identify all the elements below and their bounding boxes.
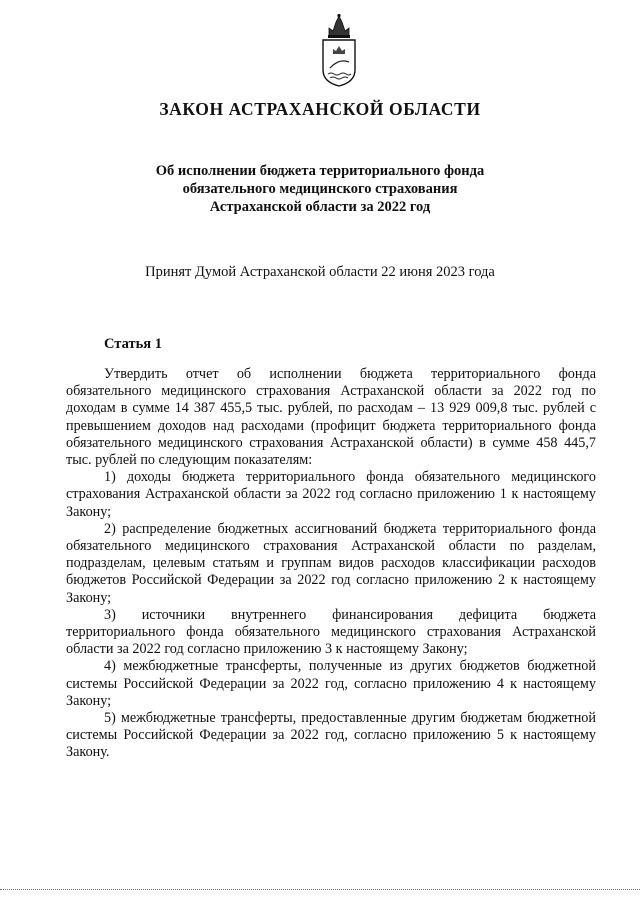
subject-line: Об исполнении бюджета территориального фонда xyxy=(155,163,485,179)
paragraph: 2) распределение бюджетных ассигнований бюджета территориального фонда обязательного медицинского страхования Астраханской области по разделам, подразделам, целевым статьям и группам видов расходов классификации расходов бюджетов Российской Федерации за 2022 год согласно приложению 2 к настоящему Закону; xyxy=(66,520,596,606)
page-bottom-rule xyxy=(0,889,640,890)
article-heading: Статья 1 xyxy=(104,336,162,352)
paragraph: Утвердить отчет об исполнении бюджета территориального фонда обязательного медицинского страхования Астраханской области за 2022 год по доходам в сумме 14 387 455,5 тыс. рублей, по расходам – 13 929 009,8 тыс. рублей с превышением доходов над расходами (профицит бюджета территориального фонда обязательного медицинского страхования Астраханской области) в сумме 458 445,7 тыс. рублей по следующим показателям: xyxy=(66,366,596,469)
law-subject xyxy=(0,162,640,216)
paragraph: 1) доходы бюджета территориального фонда обязательного медицинского страхования Астраханской области за 2022 год согласно приложению 1 к настоящему Закону; xyxy=(66,469,596,520)
subject-line: обязательного медицинского страхования xyxy=(182,181,458,197)
adoption-note: Принят Думой Астраханской области 22 июня 2023 года xyxy=(145,264,495,280)
paragraph: 3) источники внутреннего финансирования дефицита бюджета территориального фонда обязательного медицинского страхования Астраханской области за 2022 год согласно приложению 3 к настоящему Закону; xyxy=(66,606,596,658)
subject-line: Астраханской области за 2022 год xyxy=(209,199,431,215)
coat-of-arms-icon xyxy=(319,12,359,88)
paragraph: 4) межбюджетные трансферты, полученные из других бюджетов бюджетной системы Российской Федерации за 2022 год, согласно приложению 4 к настоящему Закону; xyxy=(66,658,596,709)
paragraph: 5) межбюджетные трансферты, предоставленные другим бюджетам бюджетной системы Российской Федерации за 2022 год, согласно приложению 5 к настоящему Закону. xyxy=(66,710,596,761)
law-title: ЗАКОН АСТРАХАНСКОЙ ОБЛАСТИ xyxy=(159,99,481,119)
article-body xyxy=(66,366,596,762)
